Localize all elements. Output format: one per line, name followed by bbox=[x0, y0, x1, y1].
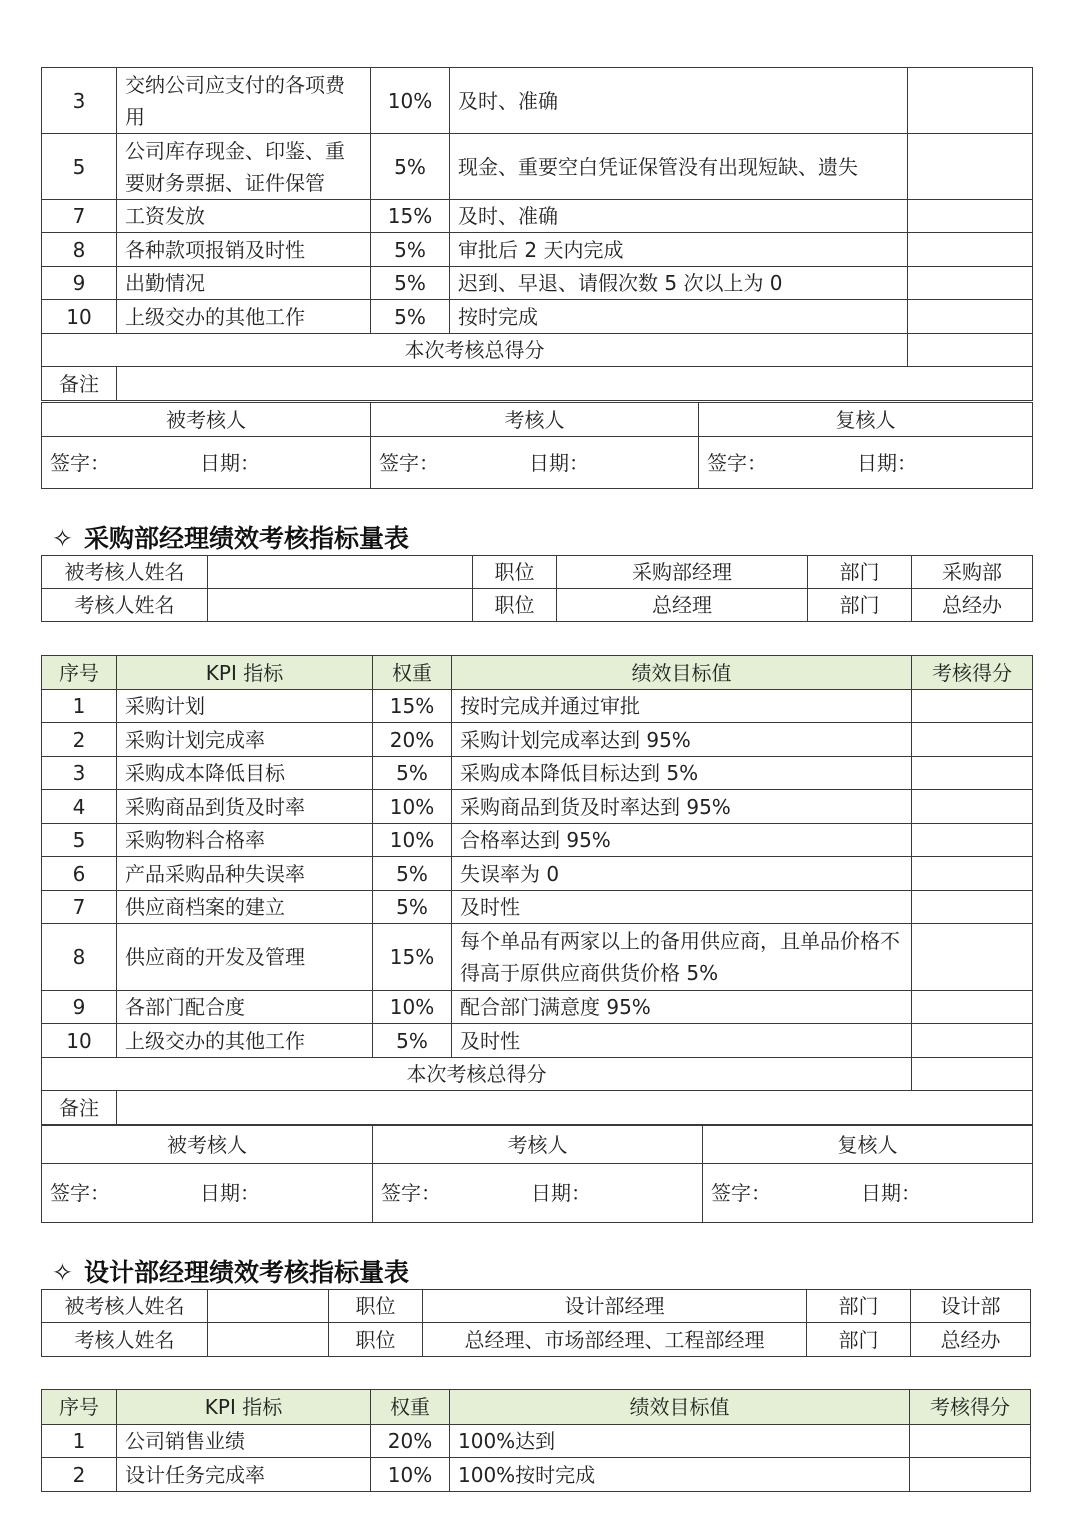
row-number: 1 bbox=[42, 1425, 117, 1458]
kpi-name: 上级交办的其他工作 bbox=[117, 1024, 373, 1058]
kpi-target: 100%按时完成 bbox=[450, 1458, 910, 1492]
total-score-label: 本次考核总得分 bbox=[42, 1058, 912, 1091]
header-no: 序号 bbox=[42, 656, 117, 690]
total-score-cell[interactable] bbox=[908, 334, 1033, 367]
position-label: 职位 bbox=[329, 1290, 423, 1323]
kpi-name: 设计任务完成率 bbox=[117, 1458, 371, 1492]
reviewer-name-label: 考核人姓名 bbox=[42, 589, 208, 622]
reviewer-position: 总经理、市场部经理、工程部经理 bbox=[423, 1323, 807, 1357]
kpi-target: 迟到、早退、请假次数 5 次以上为 0 bbox=[450, 267, 908, 300]
reviewee-position: 设计部经理 bbox=[423, 1290, 807, 1323]
reviewer-header: 考核人 bbox=[373, 1126, 703, 1164]
kpi-weight: 10% bbox=[373, 824, 452, 857]
reviewer-name-label: 考核人姓名 bbox=[42, 1323, 208, 1357]
row-number: 5 bbox=[42, 824, 117, 857]
section-title-text: 设计部经理绩效考核指标量表 bbox=[84, 1258, 410, 1287]
kpi-target: 审批后 2 天内完成 bbox=[450, 233, 908, 267]
sign-label: 签字： bbox=[711, 1181, 771, 1205]
score-cell[interactable] bbox=[908, 200, 1033, 233]
kpi-name: 采购计划完成率 bbox=[117, 723, 373, 757]
kpi-weight: 10% bbox=[371, 1458, 450, 1492]
kpi-name: 采购商品到货及时率 bbox=[117, 790, 373, 824]
kpi-target: 合格率达到 95% bbox=[452, 824, 912, 857]
sign-label: 签字： bbox=[379, 450, 439, 475]
kpi-weight: 15% bbox=[373, 924, 452, 991]
kpi-name: 采购计划 bbox=[117, 690, 373, 723]
kpi-name: 各种款项报销及时性 bbox=[117, 233, 371, 267]
score-cell[interactable] bbox=[908, 68, 1033, 134]
dept-label: 部门 bbox=[807, 1323, 911, 1357]
row-number: 2 bbox=[42, 1458, 117, 1492]
score-cell[interactable] bbox=[912, 857, 1033, 891]
row-number: 10 bbox=[42, 300, 117, 334]
kpi-name: 公司库存现金、印鉴、重要财务票据、证件保管 bbox=[117, 134, 371, 200]
date-label: 日期： bbox=[857, 450, 917, 475]
section-title bbox=[52, 519, 409, 555]
reviewee-dept: 采购部 bbox=[912, 556, 1033, 589]
score-cell[interactable] bbox=[910, 1425, 1031, 1458]
sign-label: 签字： bbox=[50, 1181, 110, 1205]
score-cell[interactable] bbox=[912, 824, 1033, 857]
row-number: 6 bbox=[42, 857, 117, 891]
remark-label: 备注 bbox=[42, 1091, 117, 1125]
position-label: 职位 bbox=[473, 556, 557, 589]
header-no: 序号 bbox=[42, 1390, 117, 1425]
score-cell[interactable] bbox=[908, 267, 1033, 300]
date-label: 日期： bbox=[861, 1181, 921, 1205]
row-number: 5 bbox=[42, 134, 117, 200]
header-target: 绩效目标值 bbox=[452, 656, 912, 690]
header-kpi: KPI 指标 bbox=[117, 1390, 371, 1425]
finance-kpi-table bbox=[41, 67, 1033, 401]
reviewer-name-field[interactable] bbox=[208, 589, 473, 622]
kpi-weight: 5% bbox=[371, 233, 450, 267]
kpi-target: 按时完成并通过审批 bbox=[452, 690, 912, 723]
score-cell[interactable] bbox=[912, 690, 1033, 723]
row-number: 10 bbox=[42, 1024, 117, 1058]
section-title bbox=[52, 1253, 409, 1289]
kpi-name: 供应商的开发及管理 bbox=[117, 924, 373, 991]
kpi-name: 出勤情况 bbox=[117, 267, 371, 300]
row-number: 9 bbox=[42, 991, 117, 1024]
row-number: 3 bbox=[42, 68, 117, 134]
kpi-target: 失误率为 0 bbox=[452, 857, 912, 891]
header-weight: 权重 bbox=[373, 656, 452, 690]
reviewee-dept: 设计部 bbox=[911, 1290, 1031, 1323]
kpi-name: 产品采购品种失误率 bbox=[117, 857, 373, 891]
reviewer-header: 考核人 bbox=[371, 403, 699, 437]
rechecker-header: 复核人 bbox=[703, 1126, 1033, 1164]
kpi-weight: 20% bbox=[373, 723, 452, 757]
total-score-label: 本次考核总得分 bbox=[42, 334, 908, 367]
sparkle-icon: ✧ bbox=[52, 1258, 73, 1287]
kpi-target: 采购商品到货及时率达到 95% bbox=[452, 790, 912, 824]
rechecker-sign-cell[interactable] bbox=[703, 1164, 1033, 1223]
reviewee-name-field[interactable] bbox=[208, 1290, 329, 1323]
score-cell[interactable] bbox=[912, 991, 1033, 1024]
score-cell[interactable] bbox=[912, 1024, 1033, 1058]
reviewer-sign-cell[interactable] bbox=[371, 437, 699, 489]
sign-label: 签字： bbox=[50, 450, 110, 475]
kpi-weight: 15% bbox=[371, 200, 450, 233]
kpi-weight: 5% bbox=[373, 757, 452, 790]
remark-cell[interactable] bbox=[117, 1091, 1033, 1125]
kpi-name: 交纳公司应支付的各项费用 bbox=[117, 68, 371, 134]
reviewer-sign-cell[interactable] bbox=[373, 1164, 703, 1223]
reviewee-name-label: 被考核人姓名 bbox=[42, 1290, 208, 1323]
sign-label: 签字： bbox=[381, 1181, 441, 1205]
design-kpi-table bbox=[41, 1389, 1031, 1492]
score-cell[interactable] bbox=[908, 233, 1033, 267]
score-cell[interactable] bbox=[912, 891, 1033, 924]
header-score: 考核得分 bbox=[912, 656, 1033, 690]
purchase-info-table bbox=[41, 555, 1033, 622]
score-cell[interactable] bbox=[908, 134, 1033, 200]
score-cell[interactable] bbox=[912, 723, 1033, 757]
score-cell[interactable] bbox=[908, 300, 1033, 334]
dept-label: 部门 bbox=[808, 556, 912, 589]
score-cell[interactable] bbox=[910, 1458, 1031, 1492]
dept-label: 部门 bbox=[808, 589, 912, 622]
score-cell[interactable] bbox=[912, 790, 1033, 824]
row-number: 3 bbox=[42, 757, 117, 790]
remark-label: 备注 bbox=[42, 367, 117, 401]
kpi-target: 及时、准确 bbox=[450, 200, 908, 233]
sparkle-icon: ✧ bbox=[52, 524, 73, 553]
reviewee-position: 采购部经理 bbox=[557, 556, 808, 589]
section-title-text: 采购部经理绩效考核指标量表 bbox=[84, 524, 410, 553]
kpi-name: 供应商档案的建立 bbox=[117, 891, 373, 924]
kpi-target: 及时、准确 bbox=[450, 68, 908, 134]
kpi-name: 采购物料合格率 bbox=[117, 824, 373, 857]
row-number: 1 bbox=[42, 690, 117, 723]
reviewer-name-field[interactable] bbox=[208, 1323, 329, 1357]
date-label: 日期： bbox=[200, 1181, 260, 1205]
dept-label: 部门 bbox=[807, 1290, 911, 1323]
header-target: 绩效目标值 bbox=[450, 1390, 910, 1425]
reviewer-position: 总经理 bbox=[557, 589, 808, 622]
kpi-name: 上级交办的其他工作 bbox=[117, 300, 371, 334]
kpi-weight: 10% bbox=[373, 790, 452, 824]
kpi-target: 按时完成 bbox=[450, 300, 908, 334]
kpi-target: 采购计划完成率达到 95% bbox=[452, 723, 912, 757]
kpi-weight: 5% bbox=[371, 267, 450, 300]
sign-label: 签字： bbox=[707, 450, 767, 475]
kpi-target: 现金、重要空白凭证保管没有出现短缺、遗失 bbox=[450, 134, 908, 200]
kpi-target: 及时性 bbox=[452, 1024, 912, 1058]
kpi-name: 各部门配合度 bbox=[117, 991, 373, 1024]
date-label: 日期： bbox=[529, 450, 589, 475]
position-label: 职位 bbox=[473, 589, 557, 622]
reviewee-header: 被考核人 bbox=[42, 403, 371, 437]
kpi-weight: 15% bbox=[373, 690, 452, 723]
purchase-sign-table bbox=[41, 1125, 1033, 1223]
row-number: 7 bbox=[42, 891, 117, 924]
kpi-target: 及时性 bbox=[452, 891, 912, 924]
header-score: 考核得分 bbox=[910, 1390, 1031, 1425]
row-number: 7 bbox=[42, 200, 117, 233]
header-weight: 权重 bbox=[371, 1390, 450, 1425]
kpi-weight: 20% bbox=[371, 1425, 450, 1458]
kpi-name: 公司销售业绩 bbox=[117, 1425, 371, 1458]
score-cell[interactable] bbox=[912, 924, 1033, 991]
kpi-target: 100%达到 bbox=[450, 1425, 910, 1458]
kpi-name: 采购成本降低目标 bbox=[117, 757, 373, 790]
design-info-table bbox=[41, 1289, 1031, 1357]
kpi-name: 工资发放 bbox=[117, 200, 371, 233]
reviewee-header: 被考核人 bbox=[42, 1126, 373, 1164]
remark-cell[interactable] bbox=[117, 367, 1033, 401]
reviewee-sign-cell[interactable] bbox=[42, 437, 371, 489]
reviewee-name-field[interactable] bbox=[208, 556, 473, 589]
reviewee-sign-cell[interactable] bbox=[42, 1164, 373, 1223]
kpi-weight: 5% bbox=[373, 857, 452, 891]
position-label: 职位 bbox=[329, 1323, 423, 1357]
date-label: 日期： bbox=[200, 450, 260, 475]
kpi-weight: 5% bbox=[373, 891, 452, 924]
reviewer-dept: 总经办 bbox=[912, 589, 1033, 622]
rechecker-sign-cell[interactable] bbox=[699, 437, 1033, 489]
kpi-weight: 5% bbox=[373, 1024, 452, 1058]
kpi-weight: 10% bbox=[373, 991, 452, 1024]
date-label: 日期： bbox=[531, 1181, 591, 1205]
reviewee-name-label: 被考核人姓名 bbox=[42, 556, 208, 589]
reviewer-dept: 总经办 bbox=[911, 1323, 1031, 1357]
header-kpi: KPI 指标 bbox=[117, 656, 373, 690]
kpi-weight: 5% bbox=[371, 134, 450, 200]
kpi-target: 采购成本降低目标达到 5% bbox=[452, 757, 912, 790]
score-cell[interactable] bbox=[912, 757, 1033, 790]
kpi-weight: 5% bbox=[371, 300, 450, 334]
row-number: 8 bbox=[42, 233, 117, 267]
row-number: 2 bbox=[42, 723, 117, 757]
rechecker-header: 复核人 bbox=[699, 403, 1033, 437]
total-score-cell[interactable] bbox=[912, 1058, 1033, 1091]
row-number: 4 bbox=[42, 790, 117, 824]
finance-sign-table bbox=[41, 402, 1033, 489]
row-number: 9 bbox=[42, 267, 117, 300]
kpi-weight: 10% bbox=[371, 68, 450, 134]
row-number: 8 bbox=[42, 924, 117, 991]
kpi-target: 配合部门满意度 95% bbox=[452, 991, 912, 1024]
purchase-kpi-table bbox=[41, 655, 1033, 1125]
kpi-target: 每个单品有两家以上的备用供应商，且单品价格不得高于原供应商供货价格 5% bbox=[452, 924, 912, 991]
